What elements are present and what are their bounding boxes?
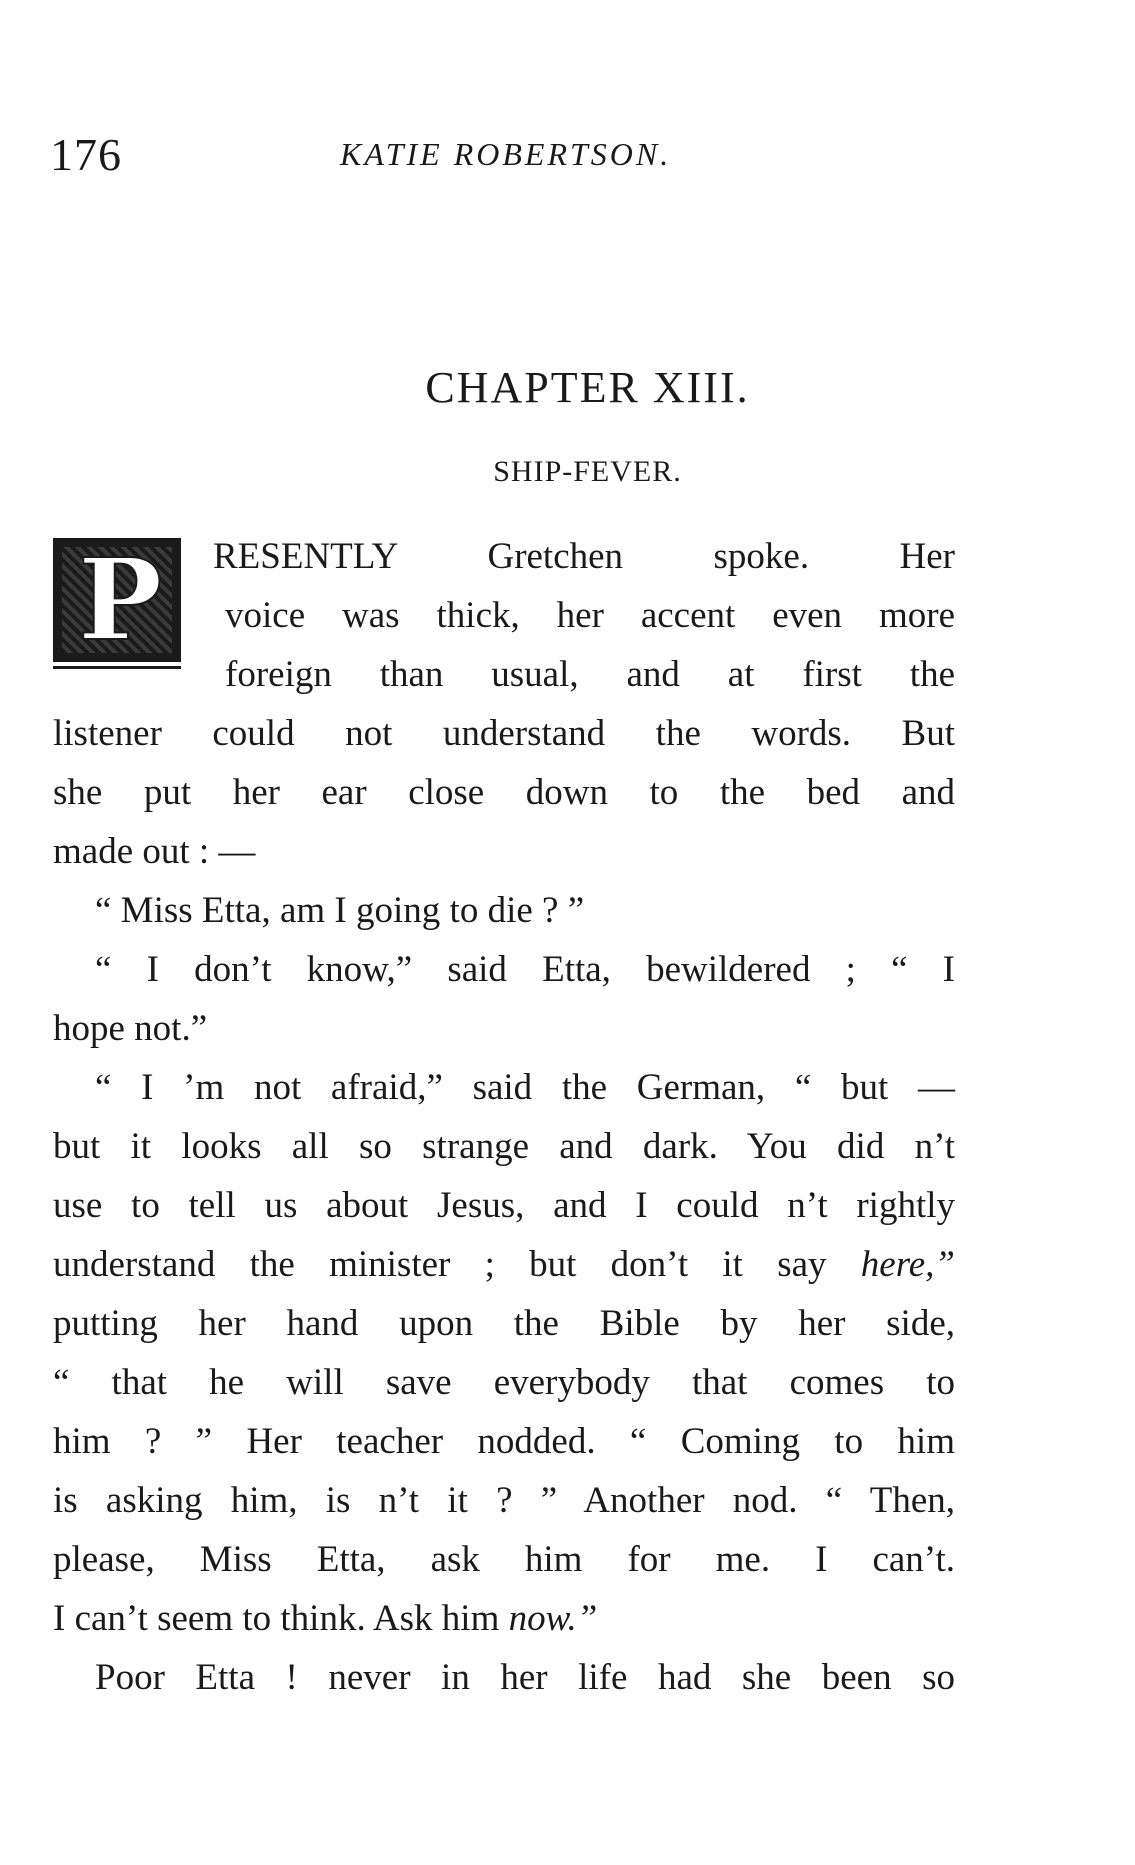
text-line: is asking him, is n’t it ? ” Another nod. “ Then,	[53, 1480, 955, 1521]
text-line: Poor Etta ! never in her life had she been so	[95, 1657, 955, 1698]
text-line: “ I ’m not afraid,” said the German, “ but —	[95, 1067, 955, 1108]
running-title: KATIE ROBERTSON.	[340, 136, 672, 172]
italic-word-here: here,”	[860, 1244, 955, 1285]
body-text	[53, 527, 955, 1707]
page-number: 176	[50, 129, 122, 180]
text-line: hope not.”	[53, 1008, 208, 1049]
drop-cap-letter: P	[78, 535, 163, 666]
italic-word-now: now.”	[508, 1598, 598, 1639]
text-line: “ Miss Etta, am I going to die ? ”	[95, 890, 585, 931]
text-line-segment: understand the minister ; but don’t it say	[53, 1244, 827, 1285]
text-line: foreign than usual, and at first the	[225, 654, 955, 695]
chapter-number: CHAPTER XIII.	[425, 363, 750, 412]
running-head	[50, 128, 970, 188]
text-line: “ I don’t know,” said Etta, bewildered ; “ I	[95, 949, 955, 990]
text-line-with-italic	[53, 1235, 955, 1294]
text-line: but it looks all so strange and dark. You did n’t	[53, 1126, 955, 1167]
text-line-with-italic	[53, 1589, 955, 1648]
text-line-segment: I can’t seem to think. Ask him	[53, 1598, 500, 1639]
text-line: putting her hand upon the Bible by her side,	[53, 1303, 955, 1344]
text-line: him ? ” Her teacher nodded. “ Coming to him	[53, 1421, 955, 1462]
text-line: listener could not understand the words. But	[53, 713, 955, 754]
text-line: made out : —	[53, 831, 256, 872]
chapter-title: SHIP-FEVER.	[493, 455, 682, 488]
text-line: she put her ear close down to the bed and	[53, 772, 955, 813]
text-line: RESENTLY Gretchen spoke. Her	[213, 536, 955, 577]
text-line: “ that he will save everybody that comes to	[53, 1362, 955, 1403]
text-line: use to tell us about Jesus, and I could n’t rightly	[53, 1185, 955, 1226]
text-line: please, Miss Etta, ask him for me. I can’t.	[53, 1539, 955, 1580]
text-line: voice was thick, her accent even more	[225, 595, 955, 636]
